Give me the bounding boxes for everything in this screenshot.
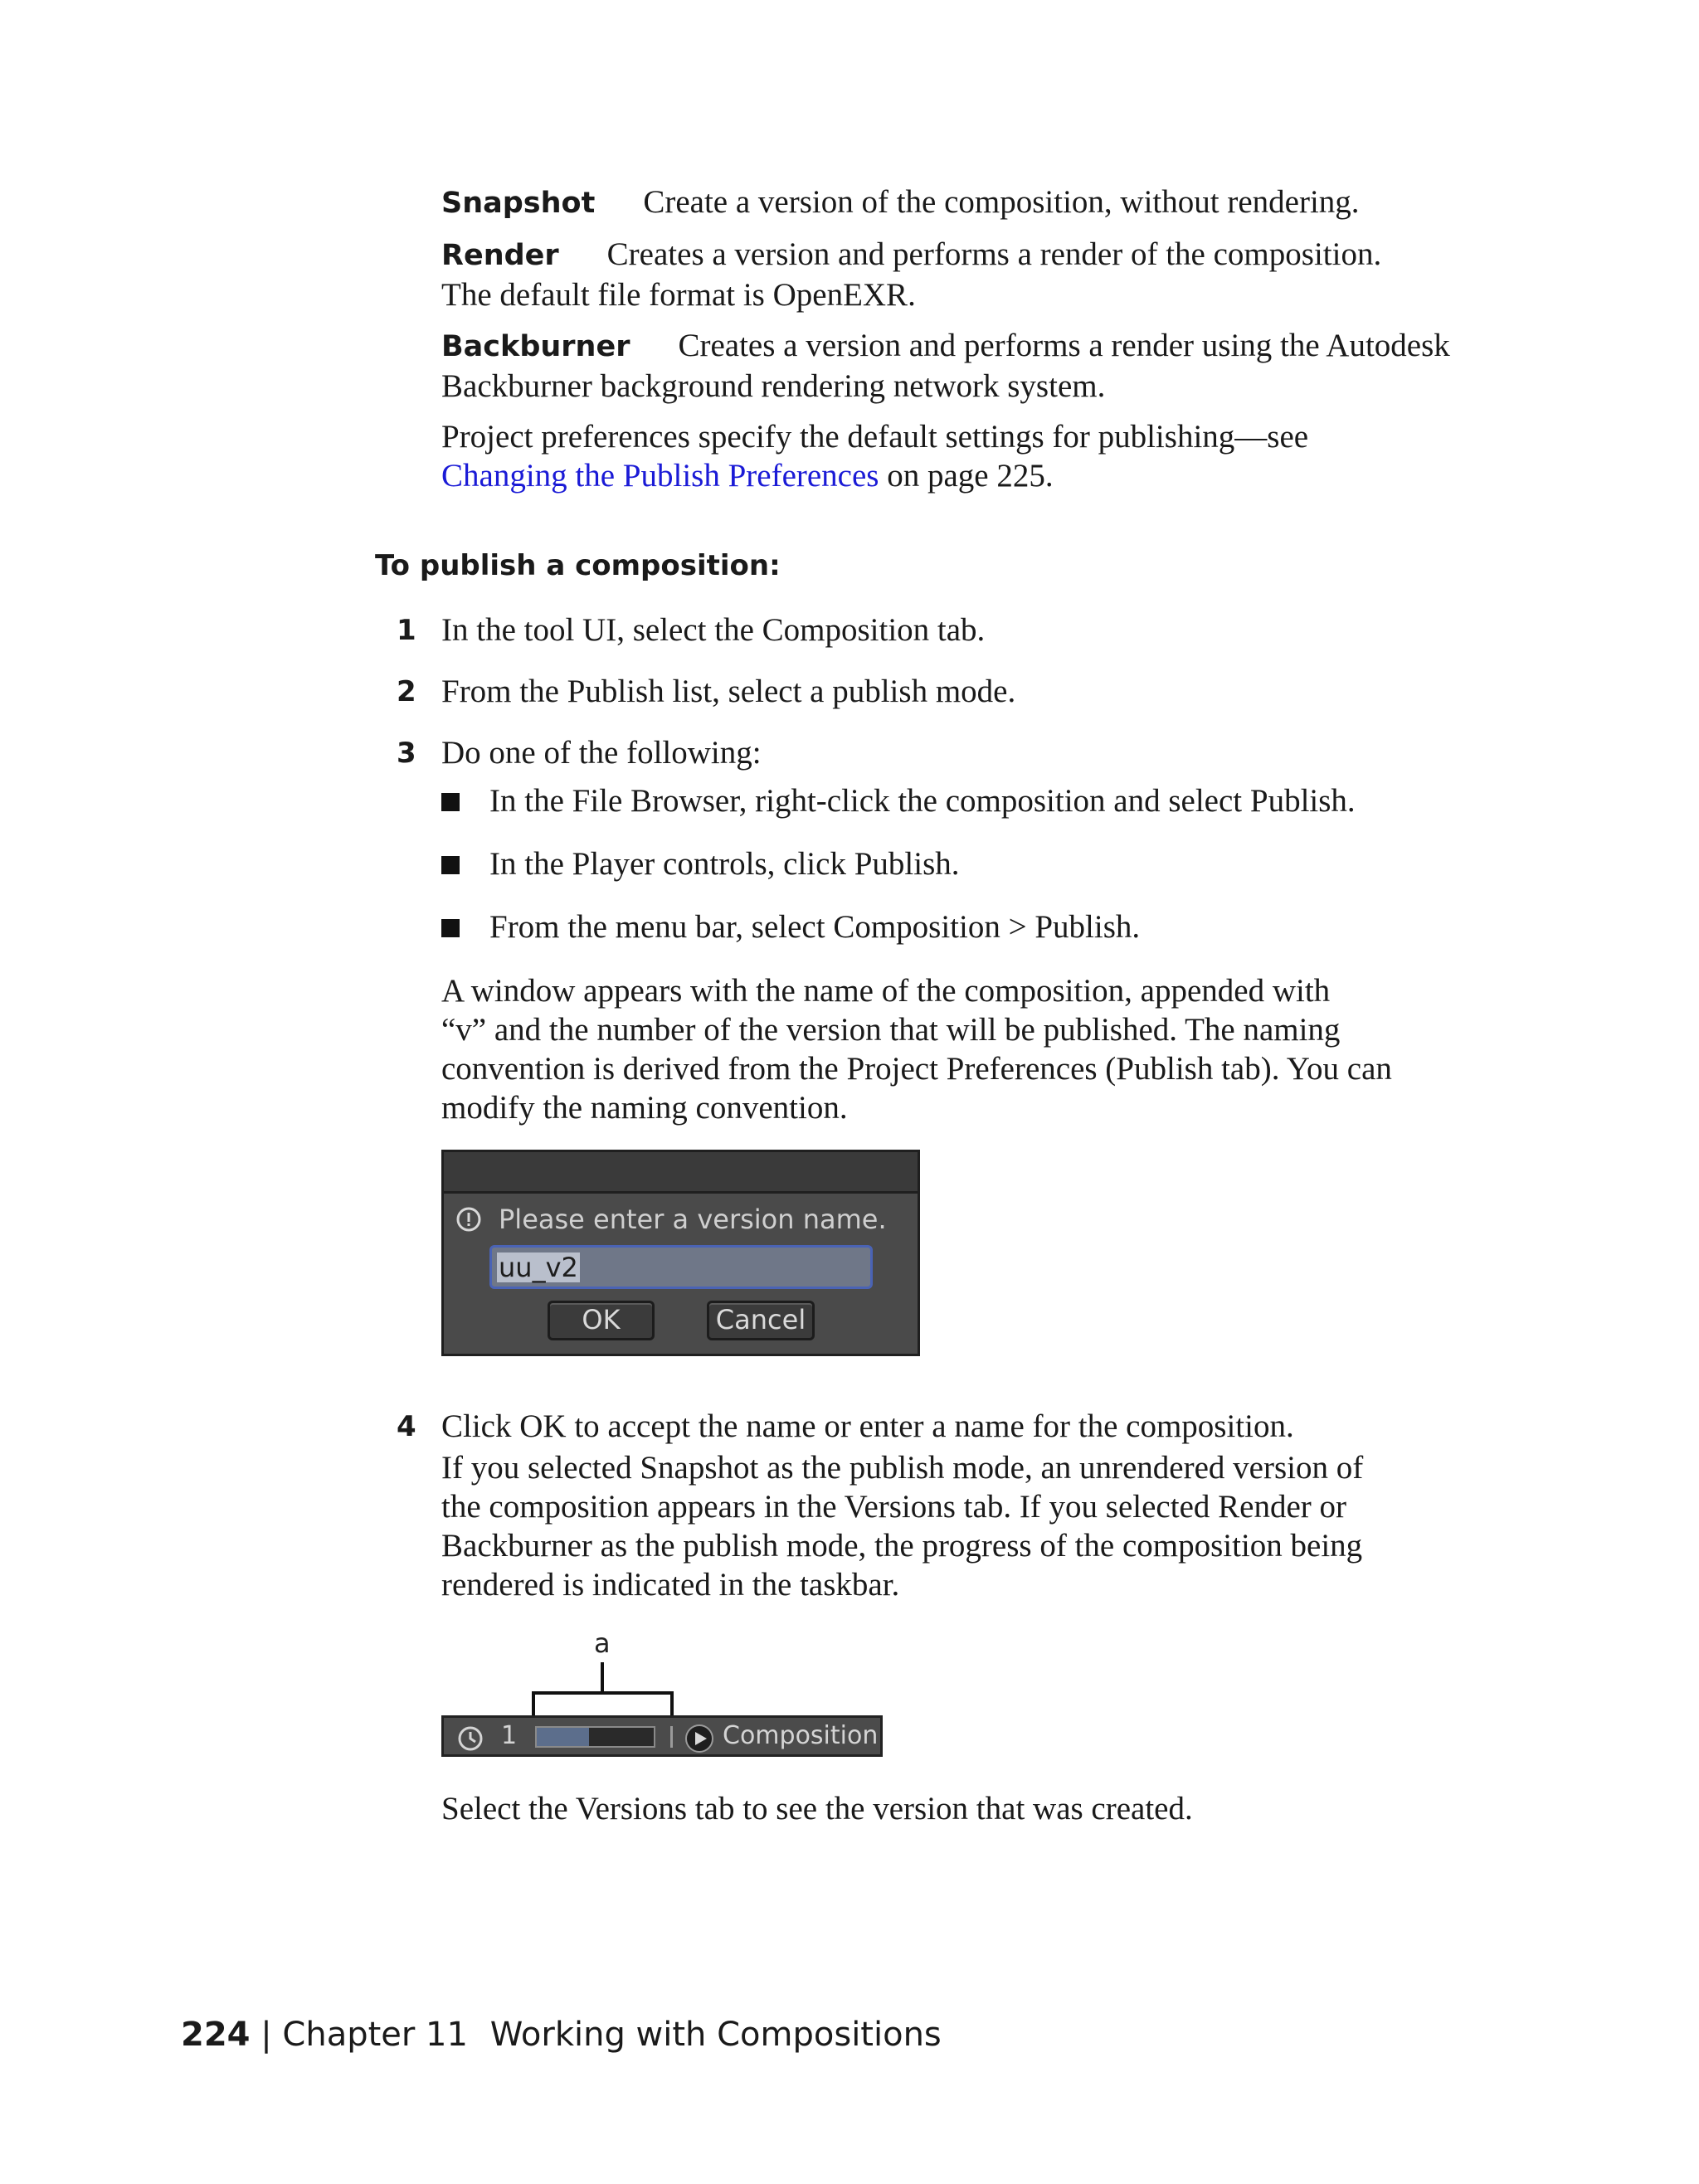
step-text: Click OK to accept the name or enter a name for the composition. <box>441 1408 1294 1444</box>
bullet-item: In the Player controls, click Publish. <box>489 846 960 882</box>
preferences-text: Project preferences specify the default settings for publishing—see <box>441 419 1309 455</box>
bullet-item: From the menu bar, select Composition > Publish. <box>489 909 1141 945</box>
dialog-title-bar <box>444 1152 918 1194</box>
page-reference: on page 225. <box>879 458 1054 494</box>
ok-button[interactable]: OK <box>548 1301 655 1340</box>
step-number: 1 <box>397 614 416 647</box>
procedure-heading: To publish a composition: <box>375 549 781 582</box>
paragraph-line: “v” and the number of the version that will be published. The naming <box>441 1012 1341 1048</box>
taskbar-divider <box>670 1726 673 1748</box>
footer-separator: | <box>260 2016 272 2054</box>
definition-render <box>441 235 1381 314</box>
cancel-button[interactable]: Cancel <box>707 1301 815 1340</box>
paragraph-line: Backburner as the publish mode, the progress of the composition being <box>441 1528 1363 1564</box>
publish-mode-description <box>441 1448 1363 1604</box>
paragraph-line: modify the naming convention. <box>441 1090 848 1126</box>
paragraph-line: the composition appears in the Versions tab. If you selected Render or <box>441 1489 1346 1525</box>
version-name-dialog <box>441 1150 920 1356</box>
definition-term: Snapshot <box>441 187 596 220</box>
version-name-input[interactable] <box>489 1245 873 1289</box>
definition-snapshot <box>441 182 1360 223</box>
definition-text-continued: The default file format is OpenEXR. <box>441 277 916 313</box>
bullet-marker <box>441 856 460 874</box>
job-count: 1 <box>501 1721 518 1750</box>
publish-preferences-link[interactable]: Changing the Publish Preferences <box>441 458 879 494</box>
step-text: From the Publish list, select a publish mode. <box>441 674 1016 709</box>
paragraph-line: A window appears with the name of the composition, appended with <box>441 973 1331 1009</box>
step-number: 3 <box>397 737 416 770</box>
bullet-item: In the File Browser, right-click the composition and select Publish. <box>489 783 1356 819</box>
definition-text: Creates a version and performs a render of the composition. <box>606 236 1382 272</box>
bullet-marker <box>441 919 460 937</box>
clock-icon <box>456 1724 484 1753</box>
paragraph-line: convention is derived from the Project Preferences (Publish tab). You can <box>441 1051 1392 1087</box>
callout-bracket <box>531 1662 676 1717</box>
chapter-title: Working with Compositions <box>489 2016 942 2054</box>
play-icon[interactable] <box>684 1724 714 1754</box>
definition-backburner <box>441 326 1450 406</box>
preferences-paragraph <box>441 417 1308 495</box>
taskbar-composition-label[interactable]: Composition <box>723 1721 879 1750</box>
dialog-prompt: Please enter a version name. <box>499 1204 887 1235</box>
definition-text-continued: Backburner background rendering network system. <box>441 368 1106 404</box>
definition-text: Create a version of the composition, without rendering. <box>643 184 1360 220</box>
final-instruction: Select the Versions tab to see the version that was created. <box>441 1791 1193 1826</box>
step-number: 4 <box>397 1410 416 1443</box>
input-selected-text: uu_v2 <box>499 1252 578 1283</box>
definition-term: Render <box>441 239 559 272</box>
render-progress-fill <box>537 1728 589 1746</box>
callout-label: a <box>594 1627 611 1659</box>
step-text: In the tool UI, select the Composition tab. <box>441 612 986 648</box>
chapter-label: Chapter 11 <box>282 2016 468 2054</box>
step-text: Do one of the following: <box>441 735 762 771</box>
window-description <box>441 971 1392 1127</box>
definition-term: Backburner <box>441 330 630 363</box>
definition-text: Creates a version and performs a render using the Autodesk <box>678 328 1450 363</box>
taskbar <box>441 1715 883 1757</box>
page-number: 224 <box>181 2016 251 2054</box>
step-number: 2 <box>397 675 416 708</box>
paragraph-line: rendered is indicated in the taskbar. <box>441 1567 900 1603</box>
alert-icon <box>455 1205 483 1233</box>
render-progress-bar <box>535 1726 655 1748</box>
bullet-marker <box>441 793 460 811</box>
paragraph-line: If you selected Snapshot as the publish mode, an unrendered version of <box>441 1450 1364 1486</box>
page-footer <box>181 2016 942 2054</box>
